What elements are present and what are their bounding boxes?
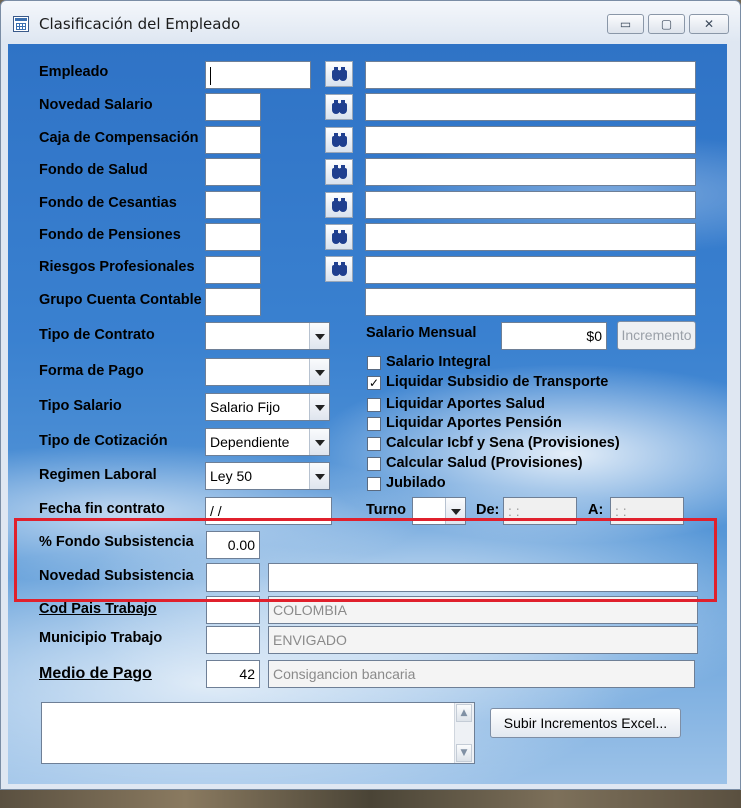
fondo-pensiones-desc-input[interactable] <box>365 223 696 251</box>
fondo-pensiones-search-button[interactable] <box>325 224 353 250</box>
subir-incrementos-excel-button[interactable]: Subir Incrementos Excel... <box>490 708 681 738</box>
fondo-salud-desc-input[interactable] <box>365 158 696 186</box>
chevron-down-icon[interactable] <box>309 463 329 489</box>
fondo-cesantias-code-input[interactable] <box>205 191 261 219</box>
calcular-icbf-sena-checkbox[interactable] <box>367 437 381 451</box>
salario-mensual-label: Salario Mensual <box>366 325 477 341</box>
fecha-fin-contrato-input[interactable]: / / <box>205 497 332 525</box>
maximize-icon: ▢ <box>660 17 673 31</box>
regimen-laboral-select[interactable] <box>205 462 330 490</box>
chevron-down-icon[interactable] <box>309 359 329 385</box>
novedad-salario-desc-input[interactable] <box>365 93 696 121</box>
empleado-search-button[interactable] <box>325 61 353 87</box>
cod-pais-trabajo-link[interactable]: Cod Pais Trabajo <box>39 601 157 617</box>
turno-a-input[interactable]: : : <box>610 497 684 525</box>
liquidar-subsidio-transporte-label: Liquidar Subsidio de Transporte <box>386 374 609 390</box>
salario-integral-checkbox[interactable] <box>367 356 381 370</box>
novedad-salario-search-button[interactable] <box>325 94 353 120</box>
tipo-cotizacion-select[interactable] <box>205 428 330 456</box>
form-client-area <box>8 44 727 784</box>
municipio-trabajo-code-input[interactable] <box>206 626 260 654</box>
novedad-salario-code-input[interactable] <box>205 93 261 121</box>
close-icon: ✕ <box>703 17 715 31</box>
calcular-icbf-sena-label: Calcular Icbf y Sena (Provisiones) <box>386 435 620 451</box>
tipo-contrato-label: Tipo de Contrato <box>39 327 155 343</box>
medio-pago-link[interactable]: Medio de Pago <box>39 665 152 682</box>
fondo-pensiones-label: Fondo de Pensiones <box>39 227 181 243</box>
salario-integral-label: Salario Integral <box>386 354 491 370</box>
empleado-desc-input[interactable] <box>365 61 696 89</box>
close-button[interactable] <box>689 14 729 34</box>
text-caret <box>210 67 211 85</box>
tipo-salario-select[interactable] <box>205 393 330 421</box>
liquidar-aportes-pension-checkbox[interactable] <box>367 417 381 431</box>
liquidar-aportes-salud-checkbox[interactable] <box>367 398 381 412</box>
tipo-cotizacion-value: Dependiente <box>210 434 290 450</box>
liquidar-aportes-pension-label: Liquidar Aportes Pensión <box>386 415 562 431</box>
caja-compensacion-code-input[interactable] <box>205 126 261 154</box>
fondo-cesantias-search-button[interactable] <box>325 192 353 218</box>
fondo-subsistencia-label: % Fondo Subsistencia <box>39 534 194 550</box>
scroll-down-icon[interactable]: ▼ <box>456 744 472 762</box>
fondo-salud-code-input[interactable] <box>205 158 261 186</box>
fondo-pensiones-code-input[interactable] <box>205 223 261 251</box>
calcular-salud-provisiones-label: Calcular Salud (Provisiones) <box>386 455 583 471</box>
liquidar-aportes-salud-label: Liquidar Aportes Salud <box>386 396 545 412</box>
window-title: Clasificación del Empleado <box>39 15 241 33</box>
check-mark-icon: ✓ <box>368 376 380 390</box>
desktop-background-strip <box>0 790 741 808</box>
maximize-button[interactable] <box>648 14 685 34</box>
scroll-up-icon[interactable]: ▲ <box>456 704 472 722</box>
fondo-salud-label: Fondo de Salud <box>39 162 148 178</box>
medio-pago-code-input[interactable]: 42 <box>206 660 260 688</box>
regimen-laboral-value: Ley 50 <box>210 468 253 484</box>
title-bar[interactable] <box>1 1 740 45</box>
medio-pago-desc-input[interactable]: Consigancion bancaria <box>268 660 695 688</box>
fondo-cesantias-label: Fondo de Cesantias <box>39 195 177 211</box>
municipio-trabajo-desc-input[interactable]: ENVIGADO <box>268 626 698 654</box>
grupo-cuenta-contable-desc-input[interactable] <box>365 288 696 316</box>
app-table-icon <box>13 16 29 32</box>
riesgos-profesionales-code-input[interactable] <box>205 256 261 284</box>
chevron-down-icon[interactable] <box>309 394 329 420</box>
riesgos-profesionales-search-button[interactable] <box>325 256 353 282</box>
jubilado-label: Jubilado <box>386 475 446 491</box>
incremento-button[interactable]: Incremento <box>617 321 696 350</box>
caja-compensacion-desc-input[interactable] <box>365 126 696 154</box>
cod-pais-trabajo-desc-input[interactable]: COLOMBIA <box>268 596 698 624</box>
riesgos-profesionales-desc-input[interactable] <box>365 256 696 284</box>
forma-pago-select[interactable] <box>205 358 330 386</box>
liquidar-subsidio-transporte-checkbox[interactable] <box>367 376 381 390</box>
turno-de-input[interactable]: : : <box>503 497 577 525</box>
jubilado-checkbox[interactable] <box>367 477 381 491</box>
tipo-salario-value: Salario Fijo <box>210 399 281 415</box>
forma-pago-label: Forma de Pago <box>39 363 144 379</box>
chevron-down-icon[interactable] <box>309 429 329 455</box>
grupo-cuenta-contable-label: Grupo Cuenta Contable <box>39 292 202 308</box>
tipo-contrato-select[interactable] <box>205 322 330 350</box>
tipo-salario-label: Tipo Salario <box>39 398 122 414</box>
notes-memo[interactable] <box>41 702 475 764</box>
salario-mensual-input[interactable]: $0 <box>501 322 607 350</box>
turno-de-label: De: <box>476 502 500 518</box>
fondo-salud-search-button[interactable] <box>325 159 353 185</box>
fondo-subsistencia-input[interactable]: 0.00 <box>206 531 260 559</box>
tipo-cotizacion-label: Tipo de Cotización <box>39 433 168 449</box>
fondo-cesantias-desc-input[interactable] <box>365 191 696 219</box>
grupo-cuenta-contable-code-input[interactable] <box>205 288 261 316</box>
novedad-salario-label: Novedad Salario <box>39 97 153 113</box>
empleado-code-input[interactable] <box>205 61 311 89</box>
turno-label: Turno <box>366 502 406 518</box>
turno-a-label: A: <box>588 502 604 518</box>
regimen-laboral-label: Regimen Laboral <box>39 467 157 483</box>
red-highlight-box <box>14 518 717 602</box>
minimize-button[interactable] <box>607 14 644 34</box>
calcular-salud-provisiones-checkbox[interactable] <box>367 457 381 471</box>
memo-scrollbar[interactable] <box>454 703 474 763</box>
chevron-down-icon[interactable] <box>309 323 329 349</box>
caja-compensacion-label: Caja de Compensación <box>39 130 199 146</box>
empleado-label: Empleado <box>39 64 109 80</box>
municipio-trabajo-label: Municipio Trabajo <box>39 630 163 646</box>
riesgos-profesionales-label: Riesgos Profesionales <box>39 259 195 275</box>
fecha-fin-contrato-label: Fecha fin contrato <box>39 501 165 517</box>
minimize-icon: ▭ <box>619 17 632 31</box>
novedad-subsistencia-label: Novedad Subsistencia <box>39 568 194 584</box>
caja-compensacion-search-button[interactable] <box>325 127 353 153</box>
